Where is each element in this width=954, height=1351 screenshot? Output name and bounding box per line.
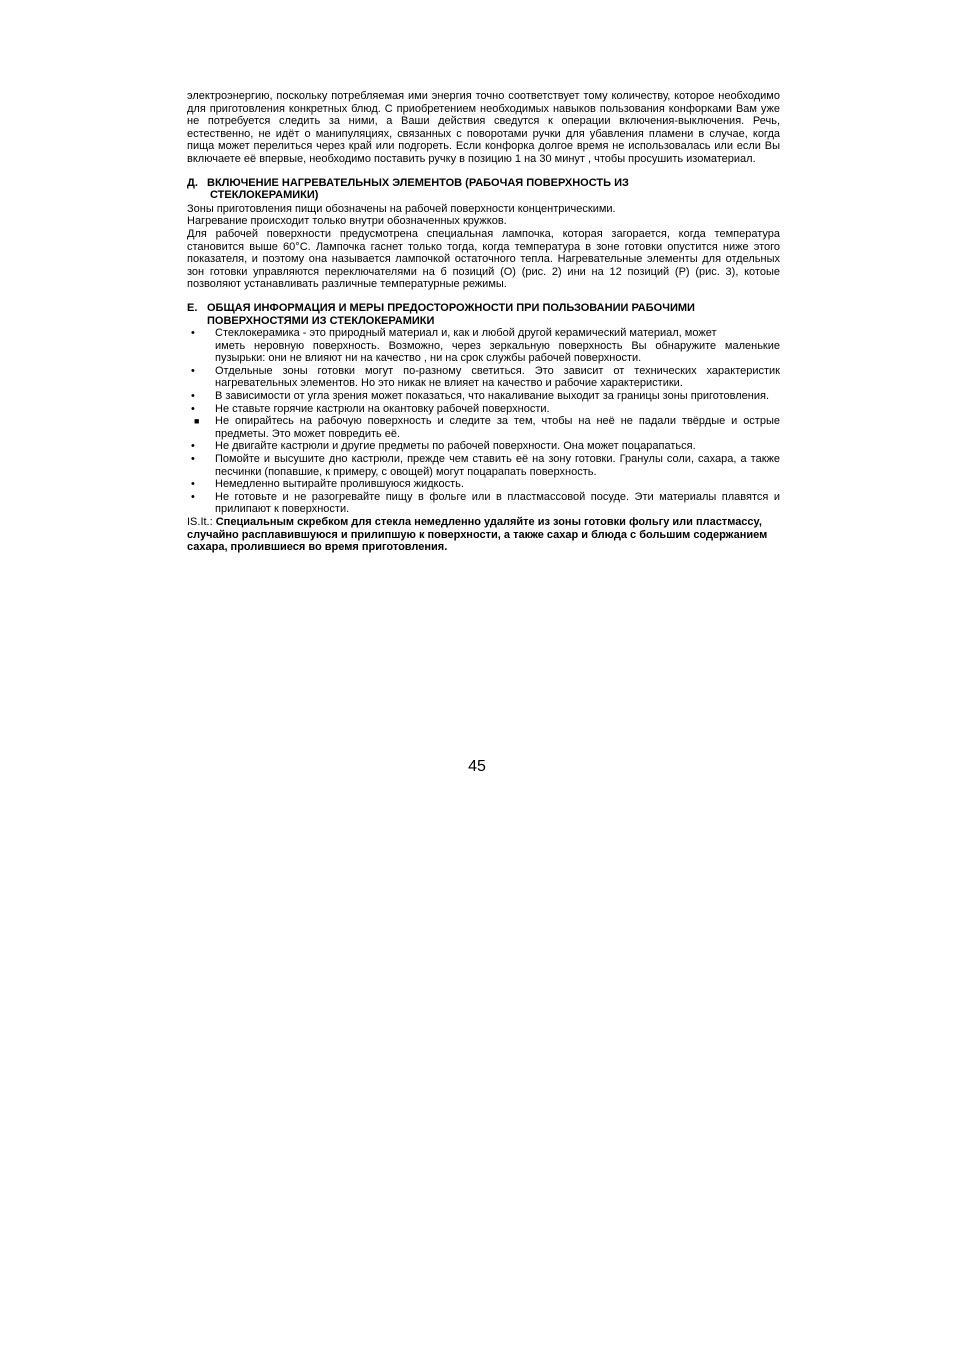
section-e-letter: Е. xyxy=(187,301,198,314)
intro-paragraph: электроэнергию, поскольку потребляемая ими энергия точно соответствует тому количеству, которое необходимо для приготовления конкретных блюд. С приобретением необходимых навыков пользования конфорками Вам уже не потребуется следить за ними, а Ваши действия сведутся к операции включения-выключения. Речь, естественно, не идёт о манипуляциях, связанных с поворотами ручки для убавления пламени в случае, когда пища может перелиться через край или подгореть. Если конфорка долгое время не использовалась или если Вы включаете её впервые, необходимо поставить ручку в позицию 1 на 30 минут , чтобы просушить изоматериал. xyxy=(187,90,780,165)
list-item xyxy=(187,453,780,478)
list-item xyxy=(187,415,780,440)
section-d-line2: Нагревание происходит только внутри обозначенных кружков. xyxy=(187,215,507,228)
list-item xyxy=(187,403,780,416)
section-d-line1: Зоны приготовления пищи обозначены на рабочей поверхности концентрическими. xyxy=(187,202,616,215)
page-number: 45 xyxy=(468,758,486,775)
list-item-text: Стеклокерамика - это природный материал и, как и любой другой керамический материал, может xyxy=(215,327,717,340)
list-item-text: Не ставьте горячие кастрюли на окантовку рабочей поверхности. xyxy=(215,402,550,415)
manual-page-content xyxy=(187,90,780,554)
section-e-title-line2: ПОВЕРХНОСТЯМИ ИЗ СТЕКЛОКЕРАМИКИ xyxy=(207,314,435,327)
list-item xyxy=(187,327,780,365)
section-d-body xyxy=(187,203,780,291)
bullet-icon: • xyxy=(191,453,195,466)
square-bullet-icon: ■ xyxy=(194,416,200,427)
list-item xyxy=(187,440,780,453)
note-prefix: IS.It.: xyxy=(187,516,216,528)
list-item xyxy=(187,390,780,403)
list-item-text: Немедленно вытирайте пролившуюся жидкость. xyxy=(215,478,464,491)
bullet-icon: • xyxy=(191,440,195,453)
section-e-title-line1: ОБЩАЯ ИНФОРМАЦИЯ И МЕРЫ ПРЕДОСТОРОЖНОСТИ ПРИ ПОЛЬЗОВАНИИ РАБОЧИМИ xyxy=(207,301,695,314)
section-d-title-line2: СТЕКЛОКЕРАМИКИ) xyxy=(210,189,319,202)
list-item-text: иметь неровную поверхность. Возможно, через зеркальную поверхность Вы обнаружите маленькие пузырьки: они не влияют ни на качество , ни на срок службы рабочей поверхности. xyxy=(215,339,780,365)
list-item xyxy=(187,491,780,516)
list-item-text: Отдельные зоны готовки могут по-разному светиться. Это зависит от технических характеристик нагревательных элементов. Но это никак не влияет на качество и рабочие характеристики. xyxy=(215,364,780,390)
important-note xyxy=(187,516,780,554)
bullet-icon: • xyxy=(191,490,195,503)
note-text: Специальным скребком для стекла немедленно удаляйте из зоны готовки фольгу или пластмассу, случайно расплавившуюся и прилипшую к поверхности, а также сахар и блюда с большим содержанием сахара, пролившиеся во время приготовления. xyxy=(187,516,768,554)
precautions-list xyxy=(187,327,780,516)
bullet-icon: • xyxy=(191,364,195,377)
bullet-icon: • xyxy=(191,402,195,415)
bullet-icon: • xyxy=(191,390,195,403)
section-d-title-line1: ВКЛЮЧЕНИЕ НАГРЕВАТЕЛЬНЫХ ЭЛЕМЕНТОВ (РАБОЧАЯ ПОВЕРХНОСТЬ ИЗ xyxy=(207,176,629,189)
list-item xyxy=(187,478,780,491)
list-item-text: В зависимости от угла зрения может показаться, что накаливание выходит за границы зоны приготовления. xyxy=(215,390,770,403)
section-d-heading xyxy=(187,177,780,202)
section-d-paragraph: Для рабочей поверхности предусмотрена специальная лампочка, которая загорается, когда температура становится выше 60°С. Лампочка гаснет только тогда, когда температура в зоне готовки опустится ниже этого показателя, и поэтому она называется лампочкой остаточного тепла. Нагревательные элементы для отдельных зон готовки управляются переключателями на б позиций (О) (рис. 2) ини на 12 позиций (Р) (рис. 3), котоые позволяют устанавливать различные температурные режимы. xyxy=(187,227,780,291)
list-item-text: Не двигайте кастрюли и другие предметы по рабочей поверхности. Она может поцарапаться. xyxy=(215,440,696,453)
list-item xyxy=(187,365,780,390)
list-item-text: Не готовьте и не разогревайте пищу в фольге или в пластмассовой посуде. Эти материалы плавятся и прилипают к поверхности. xyxy=(215,490,780,516)
list-item-text: Помойте и высушите дно кастрюли, прежде чем ставить её на зону готовки. Гранулы соли, сахара, а также песчинки (попавшие, к примеру, с овощей) могут поцарапать поверхность. xyxy=(215,453,780,478)
list-item-text: Не опирайтесь на рабочую поверхность и следите за тем, чтобы на неё не падали твёрдые и острые предметы. Это может повредить её. xyxy=(215,415,780,440)
bullet-icon: • xyxy=(191,327,195,340)
section-e-heading xyxy=(187,302,780,327)
bullet-icon: • xyxy=(191,478,195,491)
section-d-letter: Д. xyxy=(187,176,198,189)
